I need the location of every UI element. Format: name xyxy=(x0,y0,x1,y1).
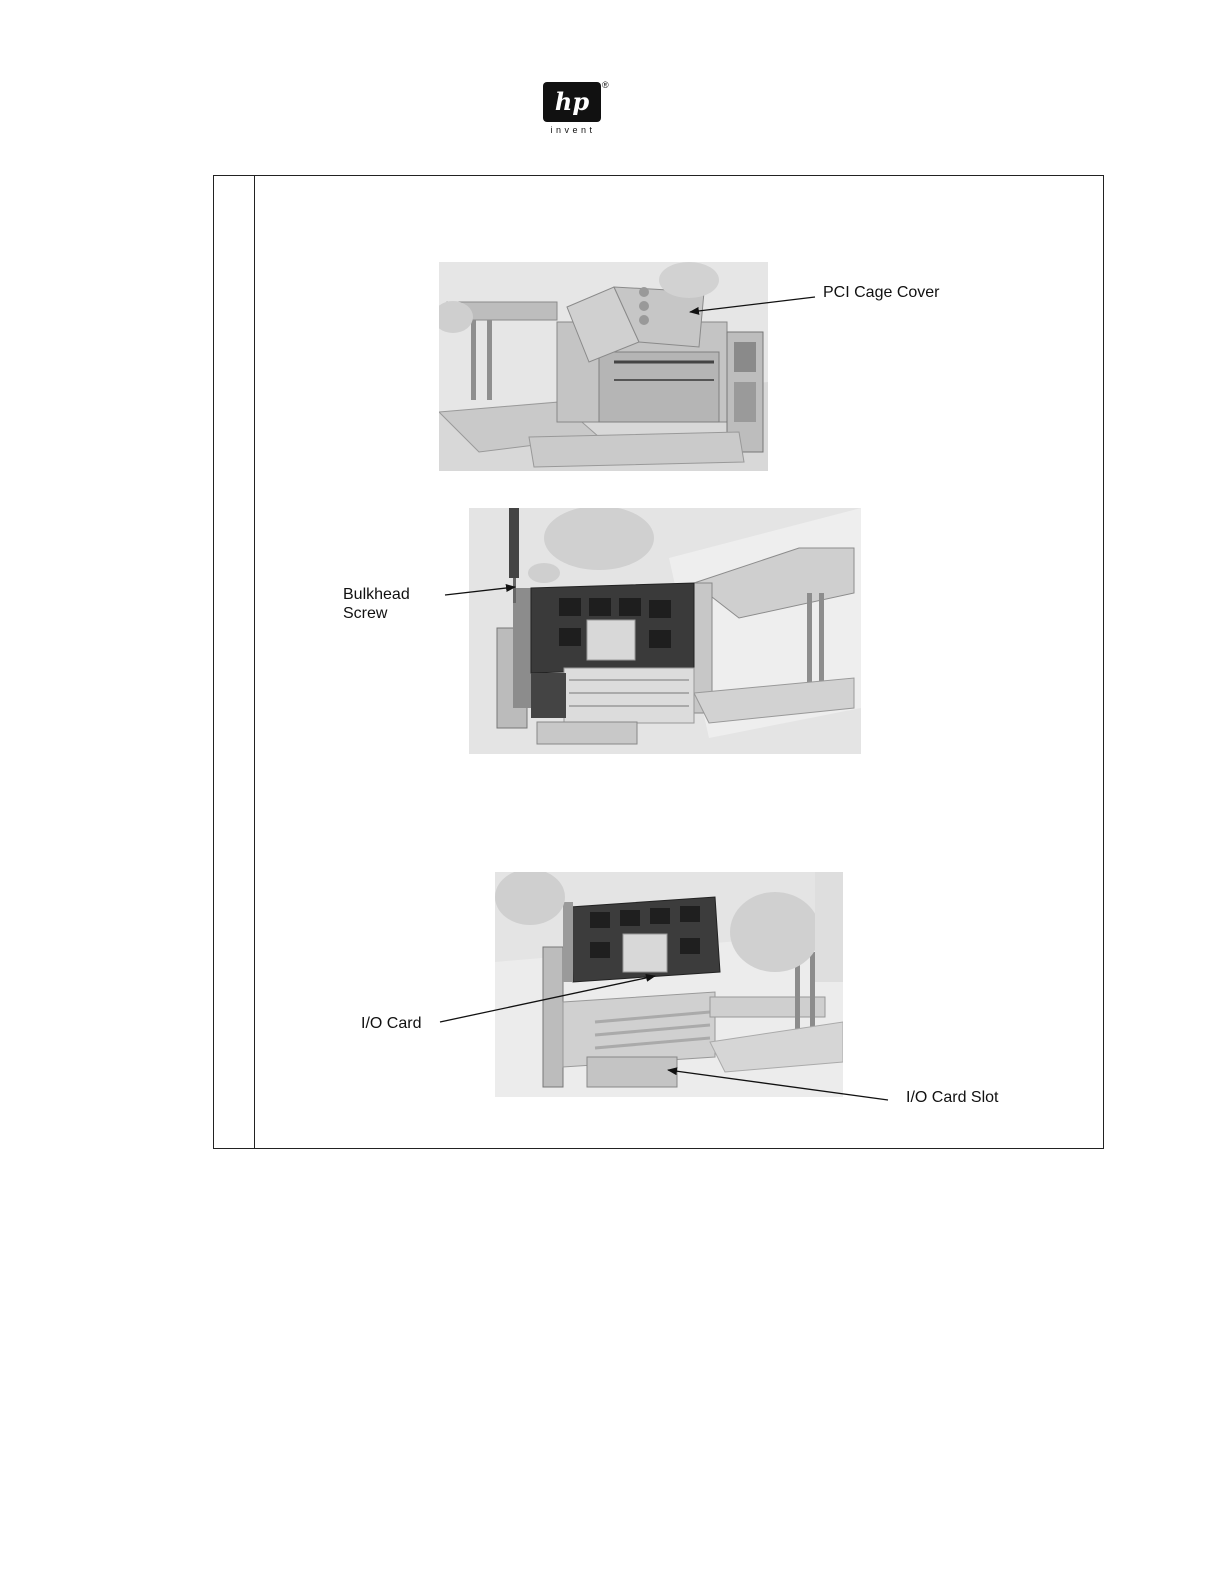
io-card-label: I/O Card xyxy=(361,1015,422,1032)
pci-cage-cover-leader xyxy=(690,297,815,312)
pci-cage-cover-label: PCI Cage Cover xyxy=(823,284,940,301)
bulkhead-label-line1: Bulkhead xyxy=(343,586,410,603)
bulkhead-label-line2: Screw xyxy=(343,605,388,622)
logo-tagline: invent xyxy=(550,125,596,135)
io-card-slot-leader xyxy=(668,1070,888,1100)
io-card-leader xyxy=(440,976,655,1022)
bulkhead-screw-leader xyxy=(445,587,515,595)
registered-mark: ® xyxy=(602,80,609,90)
io-card-slot-label: I/O Card Slot xyxy=(906,1089,999,1106)
hp-logo-letters: hp xyxy=(554,87,590,116)
